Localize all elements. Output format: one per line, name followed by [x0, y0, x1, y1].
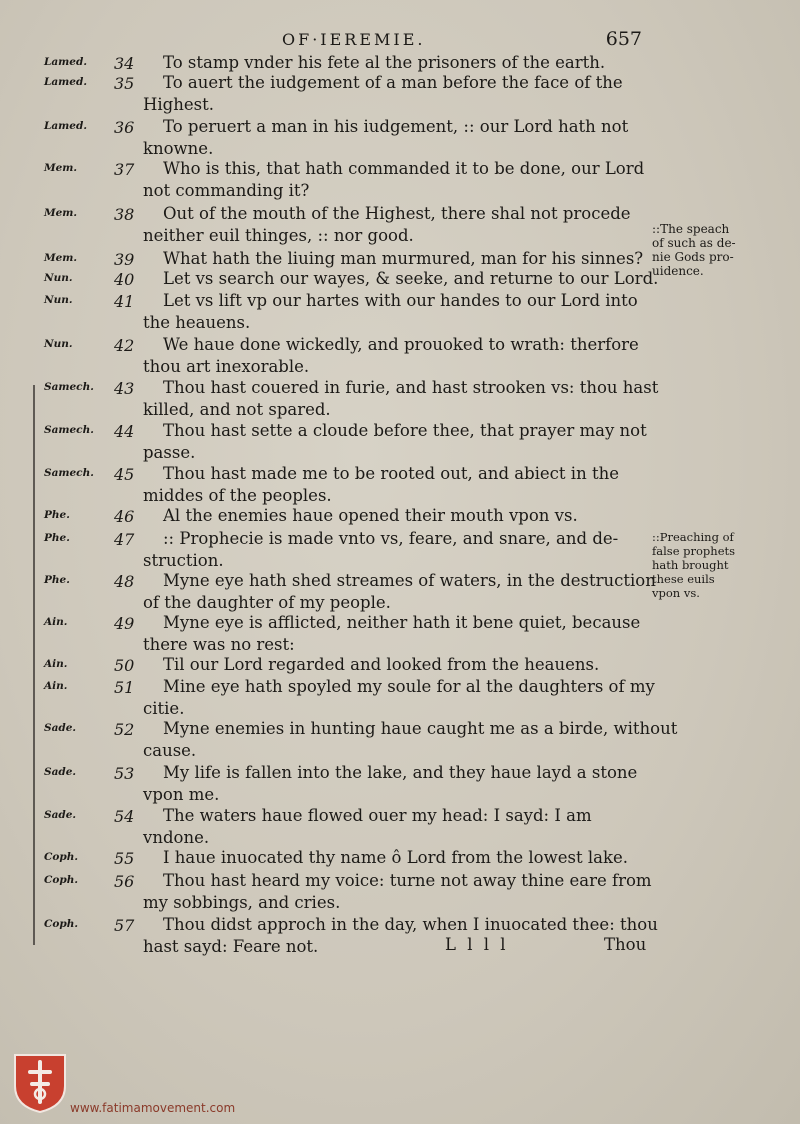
verse-line: I haue inuocated thy name ô Lord from the lowest lake.: [163, 848, 628, 867]
verse-number: 42: [114, 336, 135, 355]
running-title: OF·IEREMIE.: [282, 30, 426, 49]
verse-number: 51: [114, 678, 135, 697]
verse-line: vpon me.: [143, 785, 220, 804]
verse-line: What hath the liuing man murmured, man for his sinnes?: [163, 249, 644, 268]
hebrew-letter-marker: Mem.: [44, 252, 78, 264]
hebrew-letter-marker: Ain.: [44, 658, 68, 670]
verse-text: [143, 290, 655, 334]
verse-line: My life is fallen into the lake, and they haue layd a stone: [163, 763, 638, 782]
verse-text: [143, 870, 655, 914]
verse-number: 40: [114, 270, 135, 289]
verse-line: knowne.: [143, 139, 214, 158]
hebrew-letter-marker: Ain.: [44, 680, 68, 692]
margin-note-false-prophets: ::Preaching of false prophets hath brought these euils vpon vs.: [652, 530, 736, 600]
verse-text: [143, 420, 655, 464]
verse-text: [143, 52, 655, 74]
verse-line: To stamp vnder his fete al the prisoners of the earth.: [163, 53, 606, 72]
verse-number: 41: [114, 292, 135, 311]
verse-number: 44: [114, 422, 135, 441]
verse-text: [143, 377, 659, 421]
verse-text: [143, 805, 655, 849]
hebrew-letter-marker: Lamed.: [44, 76, 87, 88]
verse-text: [143, 72, 655, 116]
verse-line: neither euil thinges, :: nor good.: [143, 226, 414, 245]
verse-number: 35: [114, 74, 135, 93]
verse-line: Highest.: [143, 95, 214, 114]
hebrew-letter-marker: Phe.: [44, 532, 70, 544]
verse-line: middes of the peoples.: [143, 486, 332, 505]
verse-line: Mine eye hath spoyled my soule for al the daughters of my: [163, 677, 655, 696]
verse-number: 38: [114, 205, 135, 224]
hebrew-letter-marker: Mem.: [44, 162, 78, 174]
verse-line: struction.: [143, 551, 224, 570]
verse-text: [143, 570, 655, 614]
hebrew-letter-marker: Mem.: [44, 207, 78, 219]
verse-line: Al the enemies haue opened their mouth vpon vs.: [163, 506, 578, 525]
verse-text: [143, 528, 655, 572]
verse-number: 54: [114, 807, 135, 826]
hebrew-letter-marker: Phe.: [44, 574, 70, 586]
hebrew-letter-marker: Coph.: [44, 918, 78, 930]
hebrew-letter-marker: Nun.: [44, 294, 73, 306]
verse-line: Thou hast made me to be rooted out, and abiect in the: [163, 464, 619, 483]
verse-line: not commanding it?: [143, 181, 310, 200]
verse-text: [143, 116, 655, 160]
verse-text: [143, 158, 655, 202]
verse-number: 52: [114, 720, 135, 739]
verse-line: Thou didst approch in the day, when I inuocated thee: thou: [163, 915, 658, 934]
verse-number: 37: [114, 160, 135, 179]
hebrew-letter-marker: Lamed.: [44, 120, 87, 132]
page-edge-line: [33, 385, 35, 945]
verse-line: killed, and not spared.: [143, 400, 331, 419]
hebrew-letter-marker: Samech.: [44, 467, 94, 479]
running-header: [270, 30, 650, 52]
verse-line: thou art inexorable.: [143, 357, 310, 376]
verse-line: To peruert a man in his iudgement, :: our Lord hath not: [163, 117, 629, 136]
hebrew-letter-marker: Phe.: [44, 509, 70, 521]
verse-text: [143, 676, 655, 720]
verse-number: 57: [114, 916, 135, 935]
verse-line: citie.: [143, 699, 185, 718]
hebrew-letter-marker: Coph.: [44, 874, 78, 886]
verse-line: Who is this, that hath commanded it to be done, our Lord: [163, 159, 645, 178]
verse-text: [143, 612, 655, 656]
verse-number: 34: [114, 54, 135, 73]
signature-mark: L l l l: [445, 935, 509, 954]
verse-number: 50: [114, 656, 135, 675]
verse-number: 45: [114, 465, 135, 484]
verse-line: Out of the mouth of the Highest, there shal not procede: [163, 204, 631, 223]
verse-number: 47: [114, 530, 135, 549]
fatima-shield-logo-icon: [12, 1052, 68, 1114]
hebrew-letter-marker: Coph.: [44, 851, 78, 863]
verse-line: passe.: [143, 443, 196, 462]
verse-number: 49: [114, 614, 135, 633]
verse-text: [143, 654, 655, 676]
verse-line: :: Prophecie is made vnto vs, feare, and snare, and de-: [163, 529, 619, 548]
verse-line: Thou hast sette a cloude before thee, that prayer may not: [163, 421, 647, 440]
verse-line: the heauens.: [143, 313, 251, 332]
verse-text: [143, 847, 655, 869]
website-watermark: www.fatimamovement.com: [70, 1101, 236, 1115]
page-number: 657: [605, 28, 642, 50]
hebrew-letter-marker: Sade.: [44, 766, 77, 778]
verse-line: Til our Lord regarded and looked from the heauens.: [163, 655, 600, 674]
verse-line: Myne eye hath shed streames of waters, in the destruction: [163, 571, 656, 590]
catchword: Thou: [604, 935, 647, 954]
verse-line: Let vs lift vp our hartes with our handes to our Lord into: [163, 291, 638, 310]
hebrew-letter-marker: Nun.: [44, 272, 73, 284]
verse-text: [143, 248, 655, 270]
verse-line: Thou hast couered in furie, and hast strooken vs: thou hast: [163, 378, 659, 397]
verse-line: hast sayd: Feare not.: [143, 937, 319, 956]
hebrew-letter-marker: Sade.: [44, 722, 77, 734]
verse-line: Myne enemies in hunting haue caught me as a birde, without: [163, 719, 678, 738]
verse-line: The waters haue flowed ouer my head: I sayd: I am: [163, 806, 592, 825]
hebrew-letter-marker: Nun.: [44, 338, 73, 350]
hebrew-letter-marker: Samech.: [44, 424, 94, 436]
verse-line: there was no rest:: [143, 635, 295, 654]
verse-line: my sobbings, and cries.: [143, 893, 341, 912]
verse-line: cause.: [143, 741, 197, 760]
verse-text: [143, 334, 655, 378]
verse-text: [143, 268, 659, 290]
verse-text: [143, 203, 655, 247]
verse-line: Thou hast heard my voice: turne not away thine eare from: [163, 871, 652, 890]
verse-number: 46: [114, 507, 135, 526]
verse-number: 53: [114, 764, 135, 783]
verse-number: 55: [114, 849, 135, 868]
verse-number: 43: [114, 379, 135, 398]
verse-line: Myne eye is afflicted, neither hath it bene quiet, because: [163, 613, 641, 632]
hebrew-letter-marker: Samech.: [44, 381, 94, 393]
verse-text: [143, 914, 658, 958]
verse-line: We haue done wickedly, and prouoked to wrath: therfore: [163, 335, 639, 354]
verse-number: 48: [114, 572, 135, 591]
hebrew-letter-marker: Ain.: [44, 616, 68, 628]
verse-number: 39: [114, 250, 135, 269]
hebrew-letter-marker: Sade.: [44, 809, 77, 821]
hebrew-letter-marker: Lamed.: [44, 56, 87, 68]
verse-line: of the daughter of my people.: [143, 593, 391, 612]
verse-number: 56: [114, 872, 135, 891]
margin-note-providence: ::The speach of such as de- nie Gods pro- uidence.: [652, 222, 736, 278]
verse-text: [143, 718, 678, 762]
verse-number: 36: [114, 118, 135, 137]
verse-line: vndone.: [143, 828, 210, 847]
verse-text: [143, 463, 655, 507]
verse-line: Let vs search our wayes, & seeke, and returne to our Lord.: [163, 269, 659, 288]
verse-text: [143, 762, 655, 806]
verse-text: [143, 505, 655, 527]
verse-line: To auert the iudgement of a man before the face of the: [163, 73, 623, 92]
